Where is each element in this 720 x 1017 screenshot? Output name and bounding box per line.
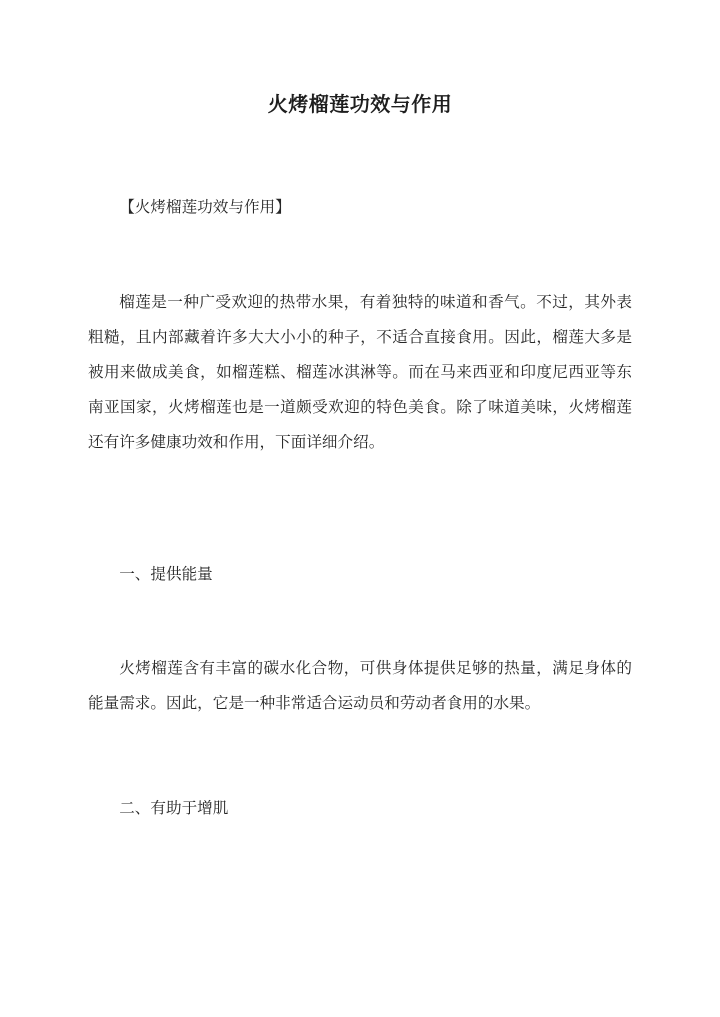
section-heading-energy: 一、提供能量 (119, 565, 213, 583)
section-heading-muscle: 二、有助于增肌 (119, 799, 229, 817)
section-body-energy: 火烤榴莲含有丰富的碳水化合物，可供身体提供足够的热量，满足身体的能量需求。因此，它是一种非常适合运动员和劳动者食用的水果。 (88, 659, 632, 712)
document-title: 火烤榴莲功效与作用 (267, 92, 453, 116)
intro-paragraph: 榴莲是一种广受欢迎的热带水果，有着独特的味道和香气。不过，其外表粗糙，且内部藏着许多大大小小的种子，不适合直接食用。因此，榴莲大多是被用来做成美食，如榴莲糕、榴莲冰淇淋等。而在马来西亚和印度尼西亚等东南亚国家，火烤榴莲也是一道颇受欢迎的特色美食。除了味道美味，火烤榴莲还有许多健康功效和作用，下面详细介绍。 (88, 293, 632, 451)
section-label: 【火烤榴莲功效与作用】 (119, 198, 291, 216)
